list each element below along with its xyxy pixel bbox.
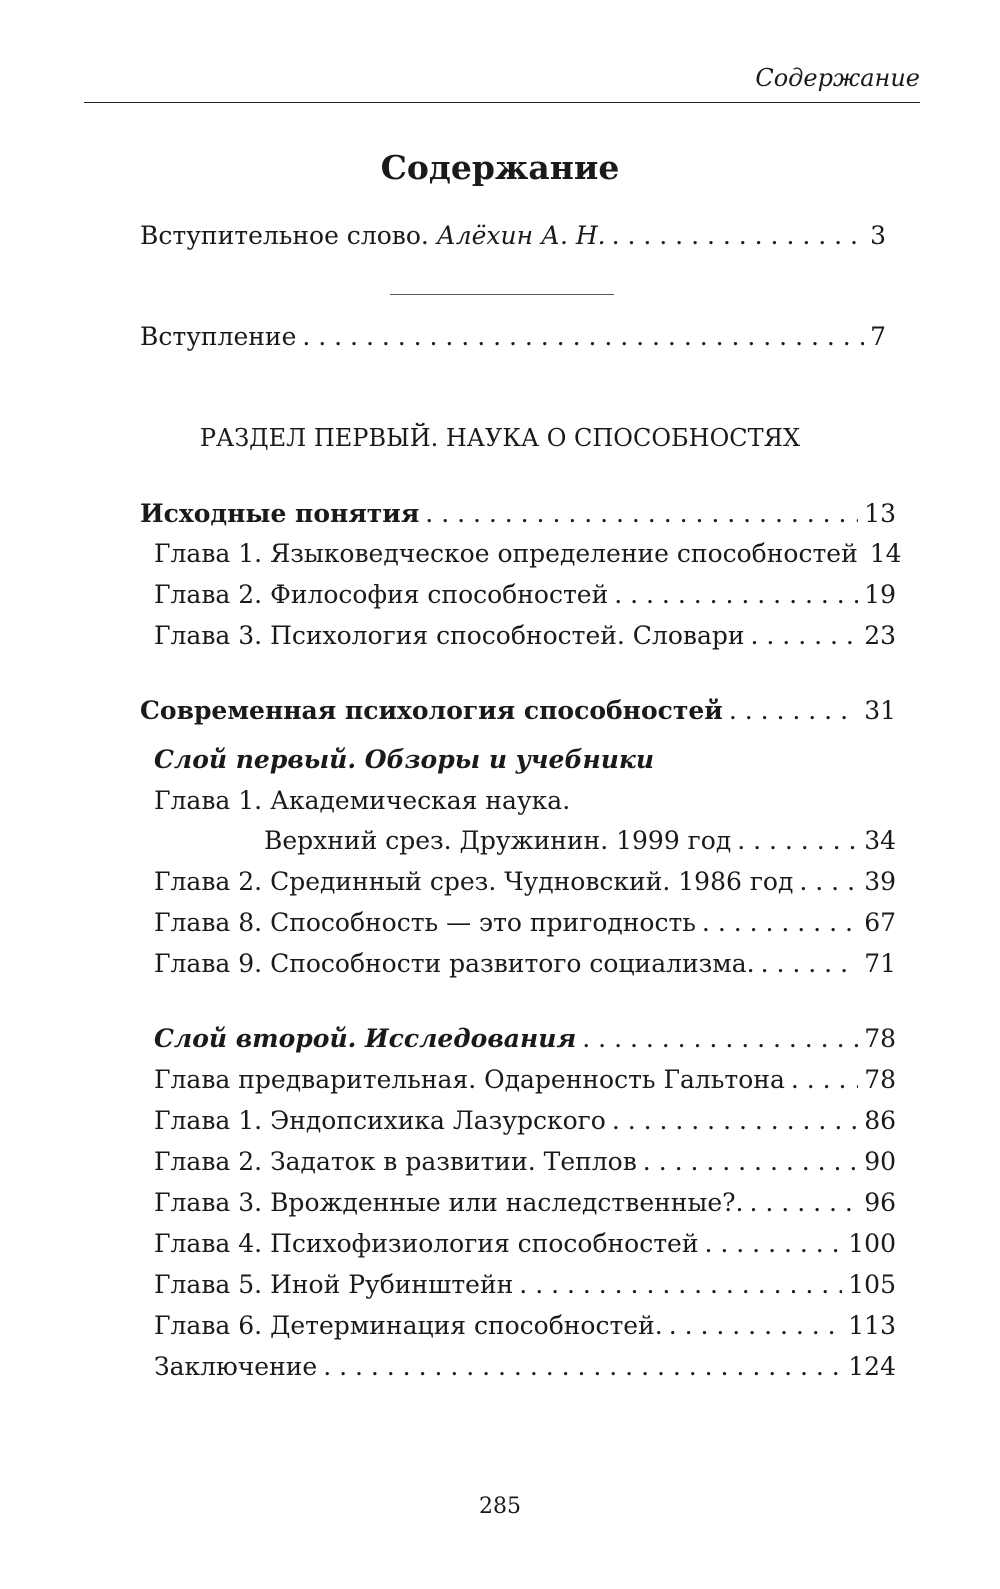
toc-page-number: 78 (864, 1065, 896, 1094)
dot-leader (612, 221, 864, 250)
toc-page-number: 96 (864, 1188, 896, 1217)
section-heading: РАЗДЕЛ ПЕРВЫЙ. НАУКА О СПОСОБНОСТЯХ (199, 424, 801, 452)
toc-entry-title: Слой второй. Исследования (154, 1024, 577, 1053)
dot-leader (519, 1270, 842, 1299)
toc-entry-title: Современная психология способностей (140, 696, 723, 725)
dot-leader (612, 1106, 858, 1135)
toc-entry-title: Вступление (140, 322, 297, 351)
page-number: 285 (479, 1494, 521, 1519)
toc-page-number: 67 (864, 908, 896, 937)
layer-heading: Слой первый. Обзоры и учебники (154, 745, 654, 774)
toc-entry-title: Исходные понятия (140, 499, 420, 528)
toc-page-number: 7 (870, 322, 886, 351)
dot-leader (582, 1024, 858, 1053)
toc-chapter (154, 1188, 896, 1230)
toc-page-number: 3 (870, 221, 886, 250)
toc-chapter (154, 908, 896, 950)
toc-chapter (154, 1065, 896, 1107)
toc-page-number: 100 (848, 1229, 896, 1258)
dot-leader (705, 1229, 843, 1258)
toc-page-number: 31 (864, 696, 896, 725)
header-rule (84, 102, 920, 103)
toc-entry-title: Глава 6. Детерминация способностей. (154, 1311, 663, 1340)
toc-conclusion (154, 1352, 896, 1394)
toc-entry-title: Вступительное слово. Алёхин А. Н. (140, 221, 606, 250)
toc-page-number: 113 (848, 1311, 896, 1340)
toc-chapter (154, 539, 902, 581)
dot-leader (302, 322, 864, 351)
toc-chapter (154, 949, 896, 991)
dot-leader (614, 580, 858, 609)
toc-chapter (154, 867, 896, 909)
dot-leader (761, 949, 859, 978)
toc-page-number: 13 (864, 499, 896, 528)
toc-chapter (154, 1106, 896, 1148)
toc-entry-title: Глава 3. Психология способностей. Словари (154, 621, 745, 650)
running-head: Содержание (755, 64, 920, 92)
toc-entry-title: Глава 9. Способности развитого социализма. (154, 949, 755, 978)
toc-entry-title: Глава 5. Иной Рубинштейн (154, 1270, 514, 1299)
separator-rule (390, 294, 614, 295)
dot-leader (729, 696, 858, 725)
page-title: Содержание (380, 148, 620, 187)
toc-entry-title: Глава 1. Эндопсихика Лазурского (154, 1106, 606, 1135)
toc-entry-title: Глава 4. Психофизиология способностей (154, 1229, 699, 1258)
toc-page-number: 105 (848, 1270, 896, 1299)
toc-layer-heading (154, 1024, 896, 1066)
dot-leader (643, 1147, 858, 1176)
toc-entry-foreword (140, 221, 886, 263)
toc-page-number: 90 (864, 1147, 896, 1176)
toc-page-number: 14 (869, 539, 902, 568)
dot-leader (799, 867, 858, 896)
toc-page-number: 39 (864, 867, 896, 896)
foreword-author: Алёхин А. Н. (436, 221, 606, 250)
dot-leader (737, 826, 858, 855)
dot-leader (425, 499, 858, 528)
toc-chapter (154, 621, 896, 663)
toc-page-number: 34 (864, 826, 896, 855)
toc-page-number: 19 (864, 580, 896, 609)
toc-page-number: 86 (864, 1106, 896, 1135)
toc-page-number: 71 (864, 949, 896, 978)
toc-part-heading (140, 696, 896, 738)
toc-entry-title: Глава 3. Врожденные или наследственные?. (154, 1188, 744, 1217)
dot-leader (669, 1311, 843, 1340)
toc-entry-title: Заключение (154, 1352, 318, 1381)
toc-entry-title: Глава 8. Способность — это пригодность (154, 908, 696, 937)
toc-page-number: 23 (864, 621, 896, 650)
dot-leader (323, 1352, 842, 1381)
toc-chapter (154, 580, 896, 622)
toc-entry-title: Глава 1. Языковедческое определение способностей (154, 539, 858, 568)
toc-entry-title: Глава 2. Философия способностей (154, 580, 609, 609)
toc-chapter-line: Глава 1. Академическая наука. (154, 786, 571, 815)
toc-entry-title: Глава предварительная. Одаренность Гальтона (154, 1065, 785, 1094)
toc-entry-title: Глава 2. Задаток в развитии. Теплов (154, 1147, 637, 1176)
toc-page-number: 78 (864, 1024, 896, 1053)
toc-chapter (154, 1229, 896, 1271)
dot-leader (751, 621, 859, 650)
toc-chapter (154, 1311, 896, 1353)
toc-part-heading (140, 499, 896, 541)
toc-entry-intro (140, 322, 886, 364)
dot-leader (702, 908, 858, 937)
toc-entry-title: Верхний срез. Дружинин. 1999 год (264, 826, 732, 855)
toc-entry-title: Глава 2. Срединный срез. Чудновский. 1986 год (154, 867, 794, 896)
toc-chapter (154, 1147, 896, 1189)
toc-chapter (264, 826, 896, 868)
dot-leader (750, 1188, 859, 1217)
toc-page-number: 124 (848, 1352, 896, 1381)
toc-chapter (154, 1270, 896, 1312)
dot-leader (791, 1065, 858, 1094)
